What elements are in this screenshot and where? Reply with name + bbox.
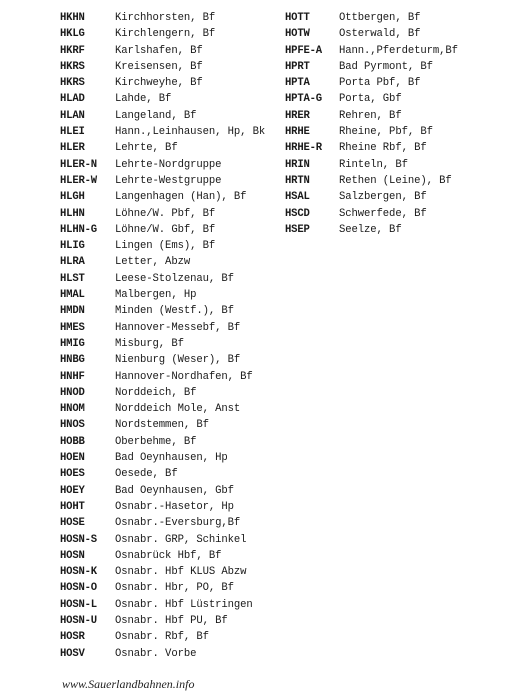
station-code: HLAN <box>60 109 85 122</box>
station-code: HOES <box>60 468 85 481</box>
station-name: Ottbergen, Bf <box>339 12 421 24</box>
station-code: HKLG <box>60 28 85 41</box>
station-code: HPTA-G <box>285 93 322 106</box>
footer-website: www.Sauerlandbahnen.info <box>62 677 195 691</box>
station-name: Norddeich Mole, Anst <box>115 403 241 416</box>
station-name: Kirchhorsten, Bf <box>115 12 216 24</box>
station-code: HRTN <box>285 174 310 187</box>
station-code: HMIG <box>60 337 85 350</box>
station-code: HLER-W <box>60 174 97 187</box>
station-name: Lingen (Ems), Bf <box>115 240 216 253</box>
station-name: Nienburg (Weser), Bf <box>115 354 241 367</box>
station-name: Porta Pbf, Bf <box>339 77 421 90</box>
station-code: HLHN <box>60 207 85 220</box>
station-name: Minden (Westf.), Bf <box>115 305 234 318</box>
station-name: Oberbehme, Bf <box>115 435 197 448</box>
station-code: HPTA <box>285 77 310 90</box>
station-name: Osnabrück Hbf, Bf <box>115 549 222 562</box>
station-name: Leese-Stolzenau, Bf <box>115 272 234 285</box>
station-code: HOEN <box>60 452 85 465</box>
station-name: Oesede, Bf <box>115 468 178 481</box>
station-code: HOEY <box>60 484 85 497</box>
station-code: HLHN-G <box>60 223 97 236</box>
station-name: Bad Oeynhausen, Gbf <box>115 484 234 497</box>
station-name: Hannover-Nordhafen, Bf <box>115 370 253 383</box>
station-name: Löhne/W. Pbf, Bf <box>115 207 216 220</box>
station-name: Osnabr. GRP, Schinkel <box>115 533 247 546</box>
station-code: HOSN-O <box>60 582 97 595</box>
station-code: HRIN <box>285 158 310 171</box>
station-name: Lehrte-Nordgruppe <box>115 158 222 171</box>
station-name: Misburg, Bf <box>115 337 184 350</box>
station-code: HLEI <box>60 126 85 139</box>
station-name: Löhne/W. Gbf, Bf <box>115 223 216 236</box>
station-code: HPFE-A <box>285 44 322 57</box>
station-code: HNOS <box>60 419 85 432</box>
station-code: HRHE <box>285 126 310 139</box>
station-name: Osnabr.-Eversburg,Bf <box>115 517 241 530</box>
station-code: HOHT <box>60 500 85 513</box>
station-code: HLST <box>60 272 85 285</box>
station-code: HOBB <box>60 435 85 448</box>
station-name: Osnabr. Hbf PU, Bf <box>115 614 228 627</box>
station-code: HOSN <box>60 549 85 562</box>
station-code: HSCD <box>285 207 310 220</box>
station-code: HLIG <box>60 240 85 253</box>
station-code: HKRF <box>60 44 85 57</box>
station-name: Seelze, Bf <box>339 223 402 236</box>
station-code: HOSE <box>60 517 85 530</box>
station-name: Nordstemmen, Bf <box>115 419 209 432</box>
station-name: Lehrte-Westgruppe <box>115 174 222 187</box>
station-name: Lehrte, Bf <box>115 142 178 155</box>
station-code: HPRT <box>285 60 310 73</box>
station-code: HLER <box>60 142 85 155</box>
station-name: Osnabr. Rbf, Bf <box>115 631 209 644</box>
station-name: Hann.,Pferdeturm,Bf <box>339 44 458 57</box>
station-name: Osnabr. Hbf Lüstringen <box>115 598 253 611</box>
station-name: Langeland, Bf <box>115 109 197 122</box>
station-code: HLGH <box>60 191 85 204</box>
station-code: HSEP <box>285 223 310 236</box>
station-code: HMES <box>60 321 85 334</box>
station-name: Schwerfede, Bf <box>339 207 427 220</box>
station-name: Hann.,Leinhausen, Hp, Bk <box>115 126 266 139</box>
station-code: HKRS <box>60 77 85 90</box>
station-code: HOSN-S <box>60 533 97 546</box>
station-code: HOSV <box>60 647 85 660</box>
station-code: HOTW <box>285 28 310 41</box>
station-name: Karlshafen, Bf <box>115 44 203 57</box>
station-name: Rehren, Bf <box>339 109 402 122</box>
station-code: HNHF <box>60 370 85 383</box>
station-name: Osnabr. Hbr, PO, Bf <box>115 582 234 595</box>
station-name: Kreisensen, Bf <box>115 60 203 73</box>
station-name: Rheine Rbf, Bf <box>339 142 427 155</box>
station-code: HOSR <box>60 631 85 644</box>
station-name: Bad Pyrmont, Bf <box>339 60 433 73</box>
station-name: Rheine, Pbf, Bf <box>339 126 433 139</box>
station-name: Osnabr.-Hasetor, Hp <box>115 500 234 513</box>
station-name: Langenhagen (Han), Bf <box>115 191 247 204</box>
station-code: HOTT <box>285 12 310 24</box>
station-name: Osnabr. Vorbe <box>115 647 197 660</box>
station-code: HSAL <box>285 191 310 204</box>
station-code: HNOD <box>60 386 85 399</box>
station-code: HLRA <box>60 256 85 269</box>
station-name: Kirchweyhe, Bf <box>115 77 203 90</box>
station-name: Letter, Abzw <box>115 256 191 269</box>
station-name: Rethen (Leine), Bf <box>339 174 452 187</box>
station-name: Salzbergen, Bf <box>339 191 427 204</box>
station-name: Norddeich, Bf <box>115 386 197 399</box>
station-code: HMDN <box>60 305 85 318</box>
station-name: Osnabr. Hbf KLUS Abzw <box>115 566 247 579</box>
station-code: HOSN-L <box>60 598 97 611</box>
station-name: Lahde, Bf <box>115 93 172 106</box>
station-code: HKHN <box>60 12 85 24</box>
station-name: Osterwald, Bf <box>339 28 421 41</box>
station-code: HNOM <box>60 403 85 416</box>
station-name: Kirchlengern, Bf <box>115 28 216 41</box>
station-code: HLER-N <box>60 158 97 171</box>
station-code: HRHE-R <box>285 142 322 155</box>
station-code: HOSN-K <box>60 566 97 579</box>
station-code: HLAD <box>60 93 85 106</box>
station-name: Bad Oeynhausen, Hp <box>115 452 228 465</box>
station-code: HOSN-U <box>60 614 97 627</box>
station-name: Porta, Gbf <box>339 93 402 106</box>
station-name: Rinteln, Bf <box>339 158 408 171</box>
station-code: HNBG <box>60 354 85 367</box>
station-code: HMAL <box>60 289 85 302</box>
station-code: HKRS <box>60 60 85 73</box>
station-name: Hannover-Messebf, Bf <box>115 321 241 334</box>
station-name: Malbergen, Hp <box>115 289 197 302</box>
station-code: HRER <box>285 109 310 122</box>
